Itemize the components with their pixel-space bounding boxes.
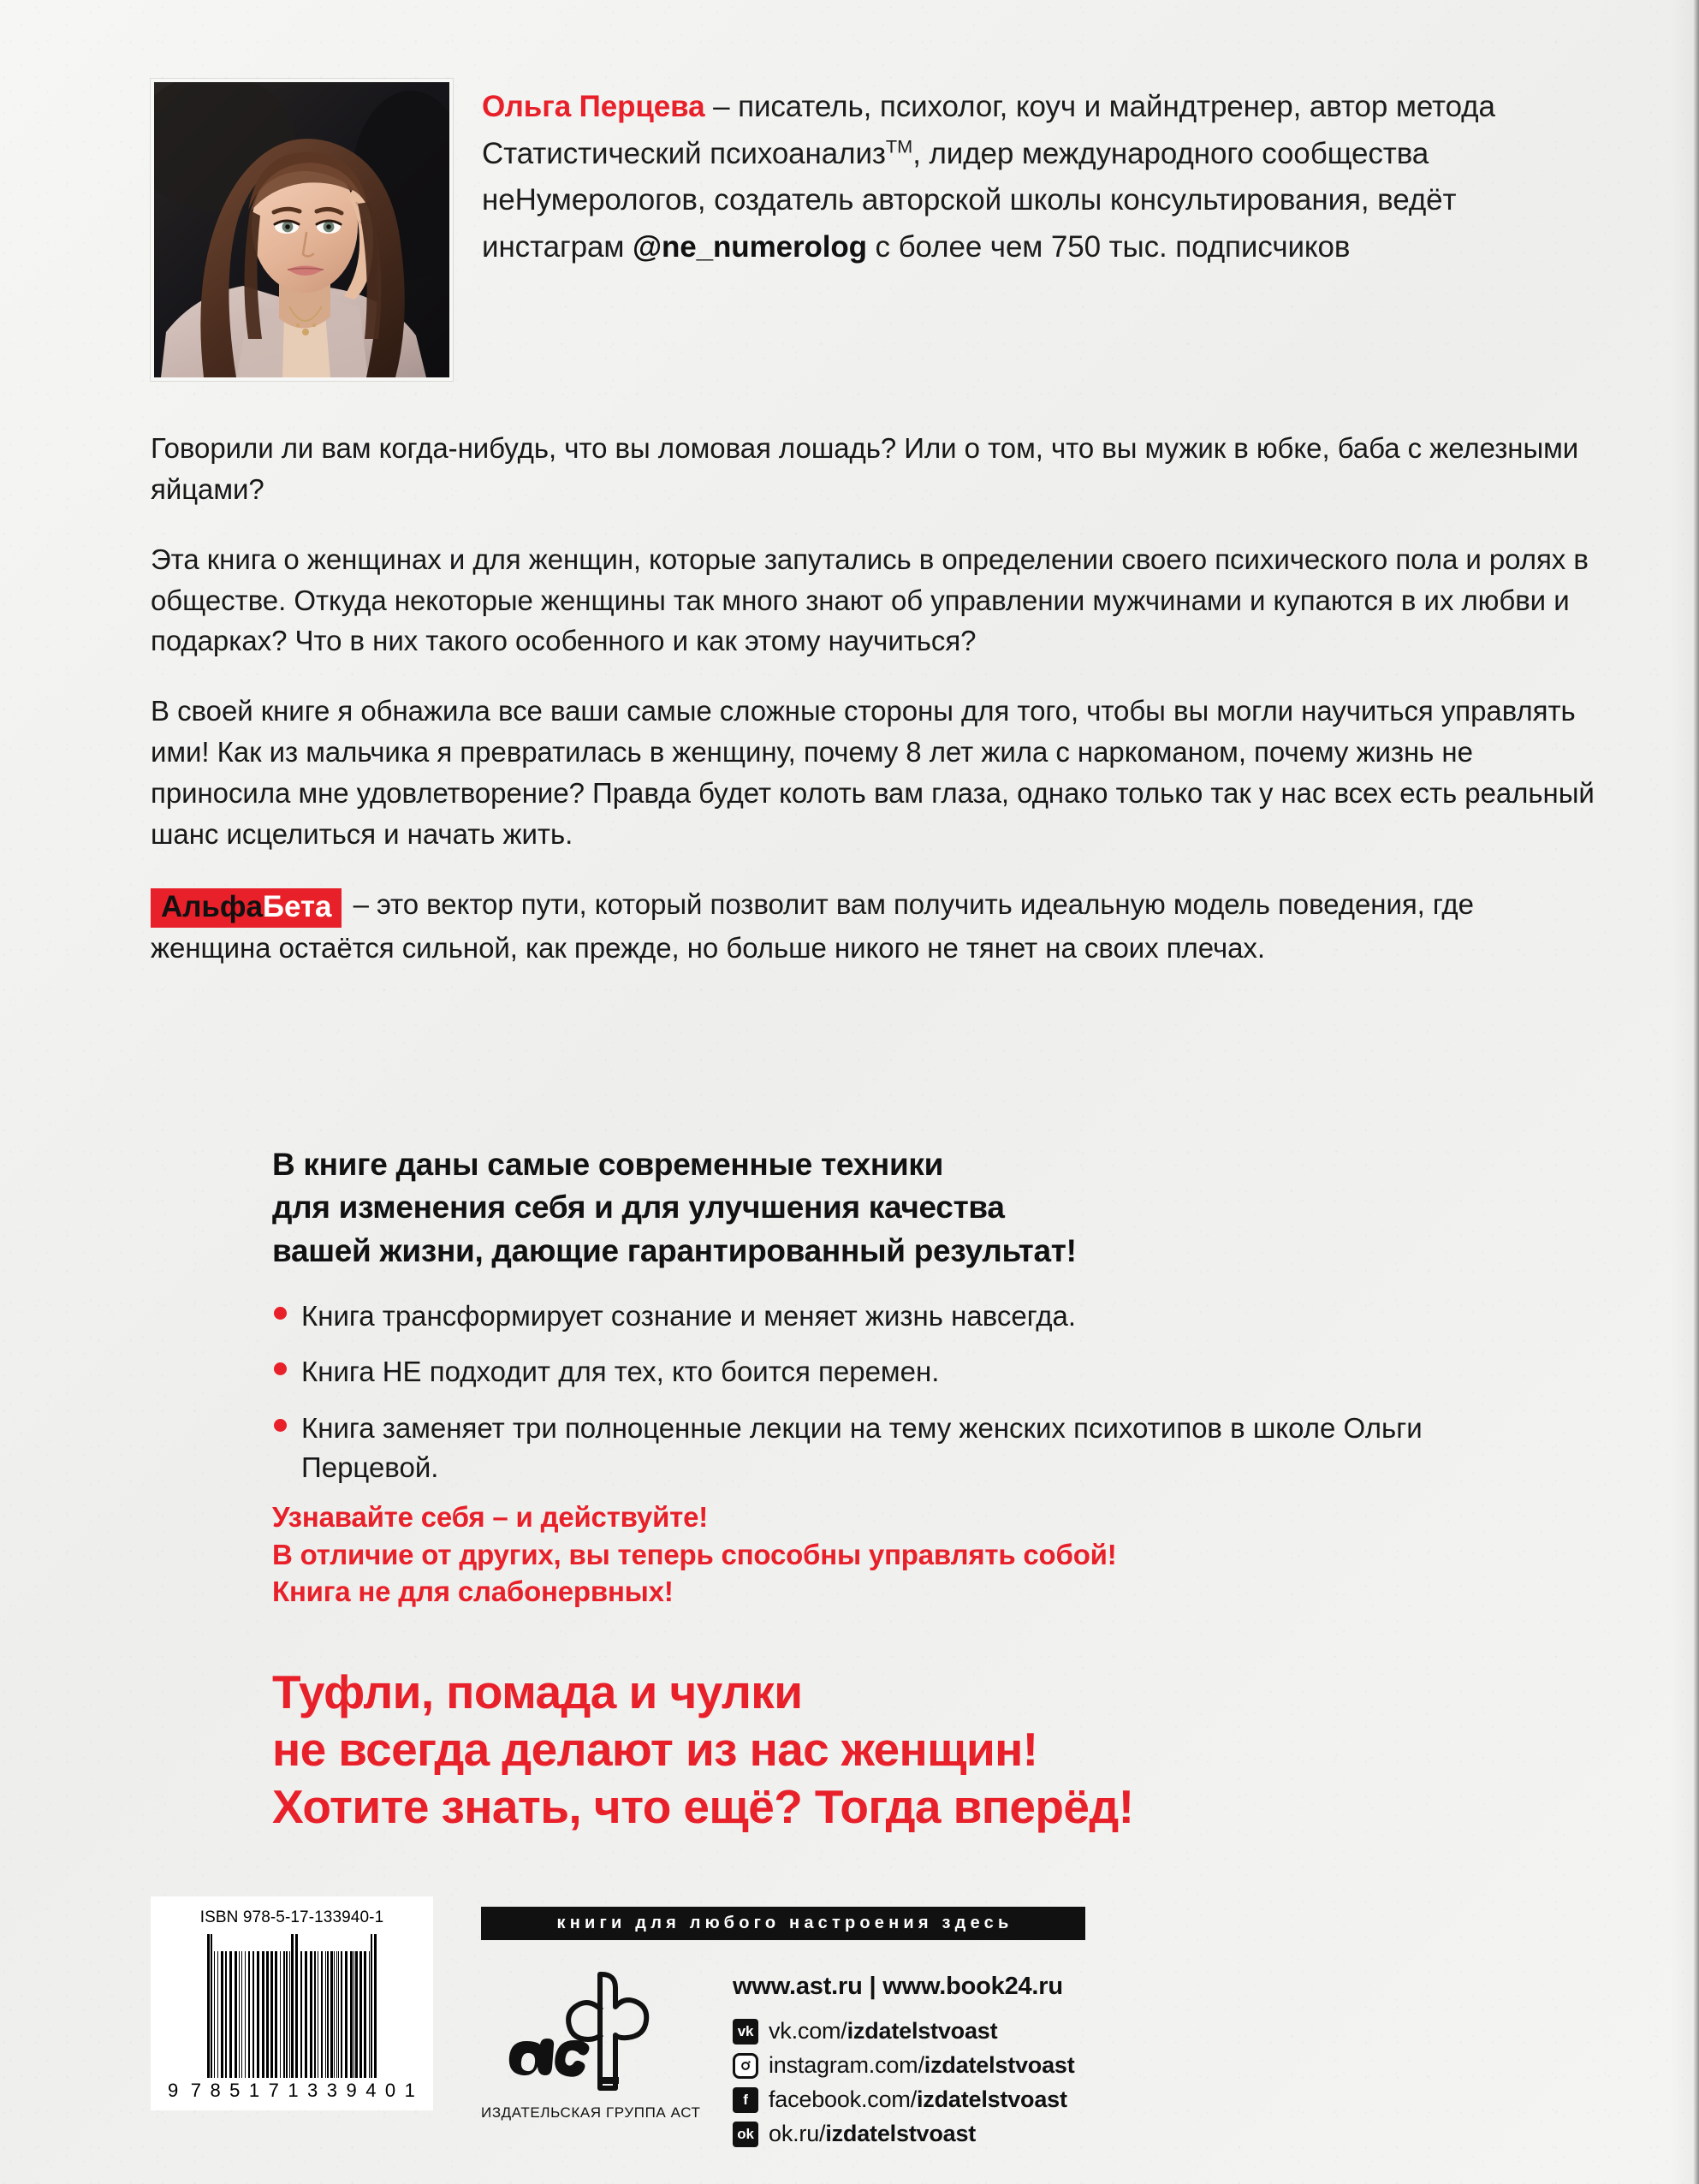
publisher-row [481,1967,1606,2155]
social-prefix: facebook.com/ [769,2086,917,2112]
trademark-mark: TM [885,134,913,157]
barcode-digit: 5 [229,2080,241,2101]
barcode-digit: 1 [404,2080,416,2101]
cta-line-2: В отличие от других, вы теперь способны управлять собой! [272,1538,1117,1570]
social-prefix: ok.ru/ [769,2121,826,2146]
social-text [769,2121,976,2147]
bullet-text: Книга НЕ подходит для тех, кто боится перемен. [301,1356,940,1388]
bullet-dot-icon [274,1419,287,1432]
publisher-websites: www.ast.ru | www.book24.ru [733,1973,1063,2000]
barcode-digit: 9 [168,2080,180,2101]
author-bio-part-3: с более чем 750 тыс. подписчиков [866,229,1351,264]
author-name: Ольга Перцева [482,90,705,123]
promo-heading-line-3: вашей жизни, дающие гарантированный результат! [272,1232,1077,1268]
social-handle: izdatelstvoast [917,2086,1067,2112]
social-handle: izdatelstvoast [847,2018,998,2044]
barcode-digit: 7 [190,2080,202,2101]
alpha-label: Альфа [161,889,263,923]
bullet-dot-icon [274,1362,287,1375]
social-prefix: instagram.com/ [769,2052,924,2078]
barcode-digit: 3 [326,2080,338,2101]
publisher-banner: книги для любого настроения здесь [481,1907,1085,1940]
ast-cactus-logo-icon [502,1967,674,2096]
isbn-barcode-block [151,1896,433,2110]
publisher-logo-column [481,1967,701,2122]
author-portrait-photo [151,79,453,381]
barcode-digit: 3 [307,2080,319,2101]
bullet-text: Книга заменяет три полноценные лекции на тему женских психотипов в школе Ольги Перцевой. [301,1412,1423,1483]
barcode-digit: 0 [384,2080,397,2101]
social-handle: izdatelstvoast [924,2052,1075,2078]
page-spine-shadow [1693,0,1699,2184]
odnoklassniki-icon: ok [733,2122,758,2147]
barcode-digit: 7 [268,2080,280,2101]
publisher-block [481,1896,1606,2155]
bullet-dot-icon [274,1307,287,1320]
publisher-links-column [733,1967,1606,2155]
tagline-line-1: Туфли, помада и чулки [272,1665,803,1718]
social-text [769,2052,1075,2079]
paragraph-3: В своей книге я обнажила все ваши самые сложные стороны для того, чтобы вы могли научиться управлять ими! Как из мальчика я превратилась в женщину, почему 8 лет жила с наркоманом, почему жизнь не приносила мне удовлетворение? Правда будет колоть вам глаза, однако только так у нас всех есть реальный шанс исцелиться и начать жить. [151,695,1595,850]
isbn-number: ISBN 978-5-17-133940-1 [199,1908,384,1926]
tagline-block [272,1664,1539,1836]
paragraph-2: Эта книга о женщинах и для женщин, которые запутались в определении своего психического пола и ролях в обществе. Откуда некоторые женщины так много знают об управлении мужчинами и купаются в их любви и подарках? Что в них такого особенного и как этому научиться? [151,543,1589,657]
author-bio-text [482,79,1606,270]
barcode-digit: 1 [288,2080,300,2101]
barcode-icon [164,1934,419,2078]
social-link-facebook[interactable] [733,2086,1606,2113]
cta-line-3: Книга не для слабонервных! [272,1576,674,1608]
social-prefix: vk.com/ [769,2018,847,2044]
footer [151,1896,1606,2145]
author-bio-part-2: , лидер международного сообщества неНумерологов, создатель авторской школы консультирования, ведёт инстаграм [482,136,1457,264]
author-bio-part-1: – писатель, психолог, коуч и майндтренер, автор метода Статистический психоанализ [482,90,1495,170]
social-link-odnoklassniki[interactable] [733,2121,1606,2147]
list-item [272,1297,1539,1336]
promo-block [272,1143,1539,1836]
body-copy [151,428,1599,969]
barcode-digit: 8 [210,2080,222,2101]
cta-line-1: Узнавайте себя – и действуйте! [272,1501,709,1534]
paragraph-alphabeta [151,884,1599,970]
list-item [272,1409,1539,1487]
barcode-digits [164,2078,419,2102]
social-handle: izdatelstvoast [825,2121,977,2146]
alphabeta-badge [151,888,342,929]
facebook-icon: f [733,2087,758,2113]
promo-bullet-list [272,1297,1539,1487]
social-text [769,2018,997,2045]
paragraph-1: Говорили ли вам когда-нибудь, что вы ломовая лошадь? Или о том, что вы мужик в юбке, баба с железными яйцами? [151,432,1579,505]
instagram-handle: @ne_numerolog [632,229,867,264]
promo-heading-line-2: для изменения себя и для улучшения качества [272,1190,1005,1226]
page-edge-gradient [1671,0,1693,2184]
bullet-text: Книга трансформирует сознание и меняет жизнь навсегда. [301,1299,1077,1332]
author-header [151,79,1606,381]
social-link-instagram[interactable] [733,2052,1606,2079]
barcode-digit: 1 [248,2080,261,2101]
social-text [769,2086,1067,2113]
barcode-digit: 4 [365,2080,377,2101]
barcode-digit: 9 [346,2080,358,2101]
promo-heading-line-1: В книге даны самые современные техники [272,1147,944,1182]
list-item [272,1352,1539,1392]
tagline-line-3: Хотите знать, что ещё? Тогда вперёд! [272,1779,1134,1833]
publisher-caption: ИЗДАТЕЛЬСКАЯ ГРУППА АСТ [481,2104,701,2121]
vk-icon: vk [733,2019,758,2045]
tagline-line-2: не всегда делают из нас женщин! [272,1722,1038,1776]
instagram-icon [733,2053,758,2079]
alphabeta-description: – это вектор пути, который позволит вам получить идеальную модель поведения, где женщина остаётся сильной, как прежде, но больше никого не тянет на своих плечах. [151,887,1474,964]
promo-heading [272,1143,1539,1273]
social-link-vk[interactable] [733,2018,1606,2045]
beta-label: Бета [262,889,332,923]
